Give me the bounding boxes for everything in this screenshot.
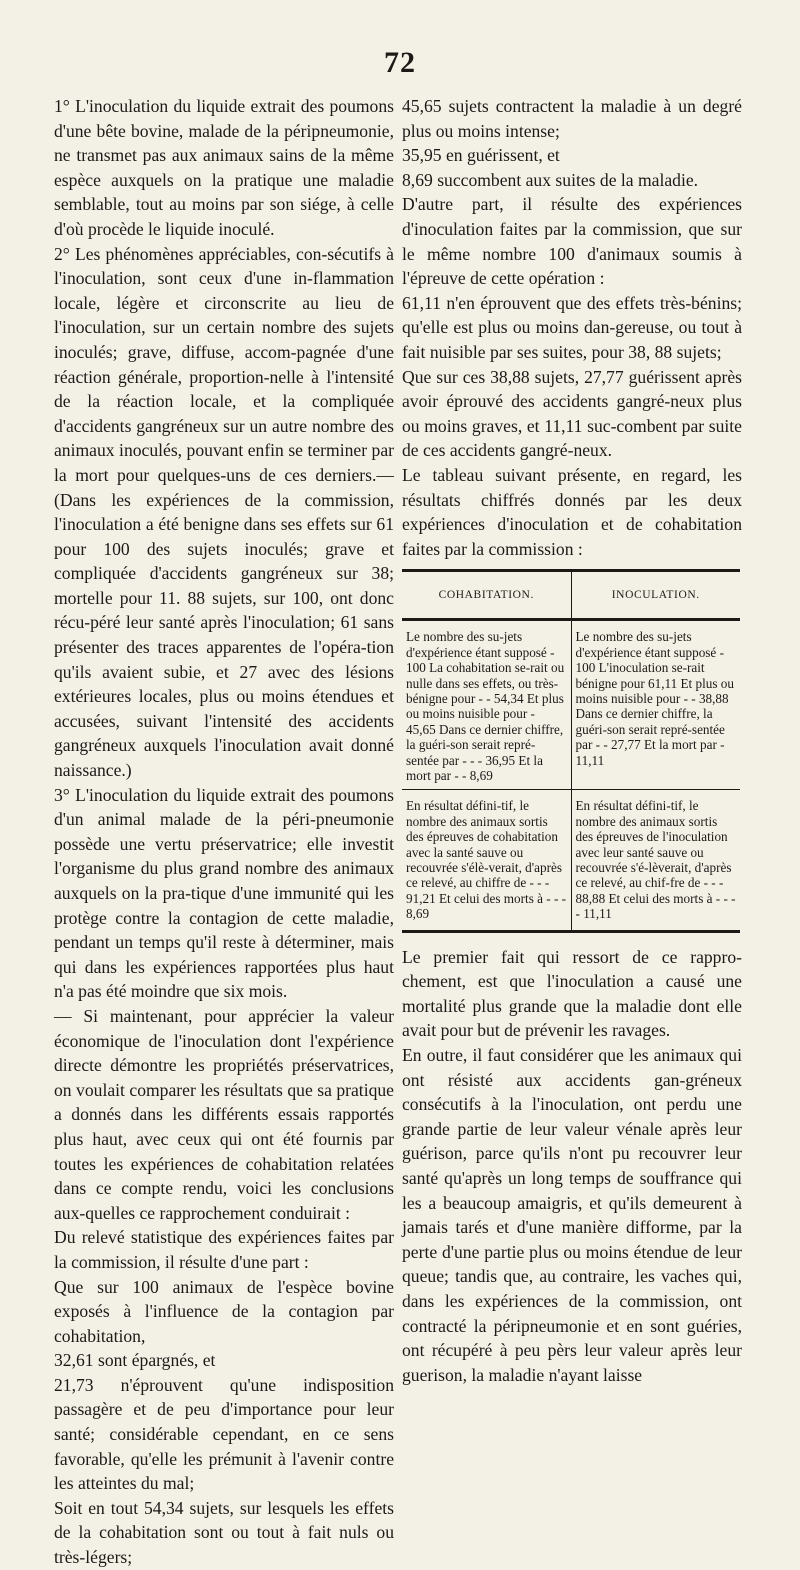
paragraph: Que sur 100 animaux de l'espèce bovine exposés à l'influence de la contagion par cohabitation, bbox=[54, 1276, 394, 1346]
table-header-cohabitation: COHABITATION. bbox=[438, 588, 534, 601]
table-cell-cohabitation: En résultat défini-tif, le nombre des animaux sortis des épreuves de cohabitation avec la santé sauve ou recouvrée s'élè-verait, d'après ce relevé, au chiffre de - - - 91,21 Et celui des morts à - - - 8,69 bbox=[406, 798, 567, 922]
paragraph: 1° L'inoculation du liquide extrait des poumons d'une bête bovine, malade de la péripneumonie, ne transmet pas aux animaux sains de la même espèce auxquels on la pratique une maladie semblable, tout au moins par son siége, à celle d'où procède le liquide inoculé. bbox=[54, 96, 394, 239]
table-row bbox=[402, 621, 740, 789]
right-column bbox=[402, 94, 742, 1387]
page-number: 72 bbox=[384, 46, 416, 79]
paragraph: — Si maintenant, pour apprécier la valeur économique de l'inoculation dont l'expérience directe démontre les propriétés préservatrices, on voulait comparer les résultats que sa pratique a donnés dans les différents essais rapportés plus haut, avec ceux qui ont été fournis par toutes les expériences de cohabitation relatées dans ce compte rendu, voici les conclusions aux-quelles ce rapprochement conduirait : bbox=[54, 1005, 394, 1223]
paragraph: Le tableau suivant présente, en regard, les résultats chiffrés donnés par les deux expériences d'inoculation et de cohabitation faites par la commission : bbox=[402, 464, 742, 559]
paragraph: 21,73 n'éprouvent qu'une indisposition passagère et de peu d'importance pour leur santé; considérable cependant, en ce sens favorable, qu'elle les prémunit à l'avenir contre les atteintes du mal; bbox=[54, 1374, 394, 1494]
paragraph: En outre, il faut considérer que les animaux qui ont résisté aux accidents gan-gréneux consécutifs à la l'inoculation, ont perdu une grande partie de leur valeur vénale après leur guérison, parce qu'ils n'ont pu recouvrer leur santé qu'après un long temps de souffrance qui les a beaucoup amaigris, et qu'ils demeurent à jamais tarés et d'une manière difforme, par la perte d'une partie plus ou moins étendue de leur queue; tandis que, au contraire, les vaches qui, dans les expériences de la commission, ont contracté la péripneumonie et en sont guéries, ont récupéré à peu pèrs leur valeur après leur guerison, la maladie n'ayant laisse bbox=[402, 1044, 742, 1385]
paragraph: 45,65 sujets contractent la maladie à un degré plus ou moins intense; bbox=[402, 96, 742, 141]
table-header bbox=[402, 572, 740, 621]
table-cell-inoculation: En résultat défini-tif, le nombre des animaux sortis des épreuves de l'inoculation avec leur santé sauve ou recouvrée s'é-lèverait, d'après ce relevé, au chif-fre de - - - 88,88 Et celui des morts à - - - - 11,11 bbox=[571, 790, 741, 929]
left-column bbox=[54, 94, 394, 1570]
paragraph: Que sur ces 38,88 sujets, 27,77 guérissent après avoir éprouvé des accidents gangré-neux plus ou moins graves, et 11,11 suc-combent par suite de ces accidents gangré-neux. bbox=[402, 366, 742, 461]
paragraph: Soit en tout 54,34 sujets, sur lesquels les effets de la cohabitation sont ou tout à fait nuls ou très-légers; bbox=[54, 1497, 394, 1568]
paragraph: Le premier fait qui ressort de ce rappro-chement, est que l'inoculation a causé une mortalité plus grande que la maladie dont elle avait pour but de prévenir les ravages. bbox=[402, 946, 742, 1041]
comparison-table bbox=[402, 569, 740, 932]
table-header-inoculation: INOCULATION. bbox=[571, 572, 741, 618]
paragraph: 3° L'inoculation du liquide extrait des poumons d'un animal malade de la péri-pneumonie possède une vertu préservatrice; elle investit l'organisme du plus grand nombre des animaux auxquels on la pra-tique d'une immunité qui les protège contre la contagion de cette maladie, pendant un temps qu'il reste à déterminer, mais qui dans les expériences rapportées plus haut n'a pas été moindre que six mois. bbox=[54, 784, 394, 1002]
paragraph: 2° Les phénomènes appréciables, con-sécutifs à l'inoculation, sont ceux d'une in-flammation locale, légère et circonscrite au lieu de l'inoculation, sur un certain nombre des sujets inoculés; grave, diffuse, accom-pagnée d'une réaction générale, proportion-nelle à l'intensité de la réaction locale, et la compliquée d'accidents gangréneux sur un autre nombre des animaux inoculés, pouvant enfin se terminer par la mort pour quelques-uns de ces derniers.—(Dans les expériences de la commission, l'inoculation a été benigne dans ses effets sur 61 pour 100 des sujets inoculés; grave et compliquée d'accidents gangréneux sur 38; mortelle pour 11. 88 sujets, sur 100, ont donc récu-péré leur santé après l'inoculation; 61 sans présenter des traces apparentes de l'opéra-tion qu'ils avaient subie, et 27 avec des lésions extérieures locales, plus ou moins étendues et accusées, suivant l'intensité des accidents gangréneux auxquels l'inoculation avait donné naissance.) bbox=[54, 243, 394, 781]
paragraph: 32,61 sont épargnés, et bbox=[54, 1350, 216, 1371]
paragraph: 61,11 n'en éprouvent que des effets très-bénins; qu'elle est plus ou moins dan-gereuse, ou tout à fait nuisible par ses suites, pour 38, 88 sujets; bbox=[402, 292, 742, 362]
paragraph: 35,95 en guérissent, et bbox=[402, 145, 560, 166]
table-row bbox=[402, 789, 740, 929]
paragraph: Du relevé statistique des expériences faites par la commission, il résulte d'une part : bbox=[54, 1227, 394, 1272]
table-cell-cohabitation: Le nombre des su-jets d'expérience étant supposé - 100 La cohabitation se-rait ou nulle dans ses effets, ou très-bénigne pour - - 54,34 Et plus ou moins nuisible pour - 45,65 Dans ce dernier chiffre, la guéri-son serait repré-sentée par - - - 36,95 Et la mort par - - 8,69 bbox=[406, 629, 565, 783]
paragraph: D'autre part, il résulte des expériences d'inoculation faites par la commission, que sur le même nombre 100 d'animaux soumis à l'épreuve de cette opération : bbox=[402, 194, 742, 289]
paragraph: 8,69 succombent aux suites de la maladie. bbox=[402, 169, 699, 190]
table-cell-inoculation: Le nombre des su-jets d'expérience étant supposé - 100 L'inoculation se-rait bénigne pour 61,11 Et plus ou moins nuisible pour - - 38,88 Dans ce dernier chiffre, la guéri-son serait repré-sentée par - - 27,77 Et la mort par - 11,11 bbox=[571, 621, 741, 789]
